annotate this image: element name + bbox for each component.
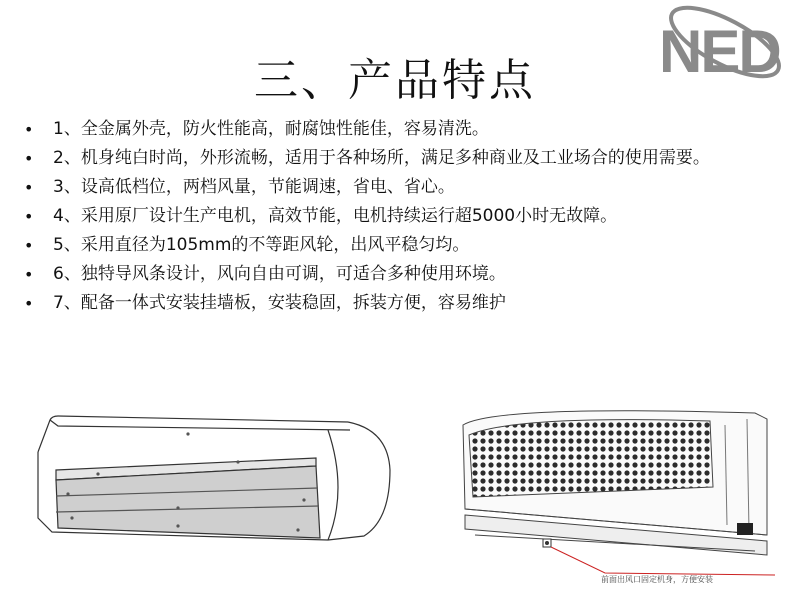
feature-list (20, 118, 740, 321)
air-curtain-drawing (28, 400, 398, 560)
grille-detail-drawing (455, 405, 780, 585)
feature-item-6: • 6、独特导风条设计，风向自由可调，可适合多种使用环境。 (24, 264, 506, 284)
figure-caption: 前面出风口固定机身，方便安装 (601, 575, 713, 584)
feature-item-4: • 4、采用原厂设计生产电机，高效节能，电机持续运行超5000小时无故障。 (24, 206, 618, 226)
feature-item-2: • 2、机身纯白时尚，外形流畅，适用于各种场所，满足多种商业及工业场合的使用需要。 (24, 148, 710, 168)
feature-item-7: • 7、配备一体式安装挂墙板，安装稳固，拆装方便，容易维护 (24, 293, 506, 313)
logo-text: NED (659, 18, 780, 84)
page-title: 三、产品特点 (254, 55, 536, 106)
feature-item-3: • 3、设高低档位，两档风量，节能调速，省电、省心。 (24, 177, 455, 197)
ned-logo (655, 4, 785, 84)
feature-item-1: • 1、全金属外壳，防火性能高，耐腐蚀性能佳，容易清洗。 (24, 119, 489, 139)
feature-item-5: • 5、采用直径为105mm的不等距风轮，出风平稳匀均。 (24, 235, 470, 255)
